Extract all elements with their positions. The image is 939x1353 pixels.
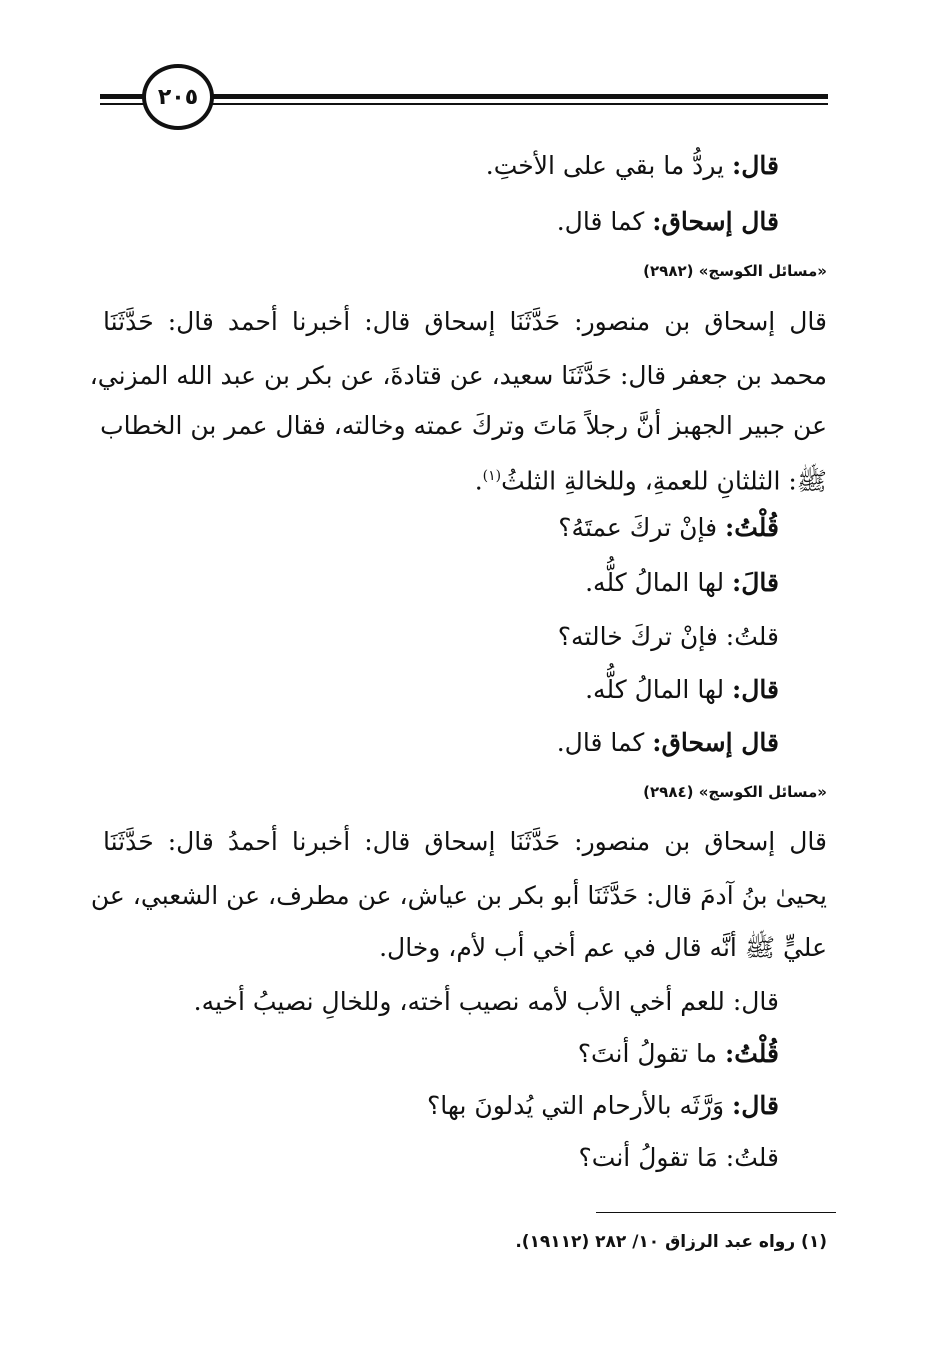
text-line bbox=[558, 617, 779, 657]
paragraph-line: يحيىٰ بنُ آدمَ قال: حَدَّثَنَا أبو بكر بن عياش، عن مطرف، عن الشعبي، عن bbox=[90, 881, 827, 910]
paragraph-line: قال إسحاق بن منصور: حَدَّثَنَا إسحاق قال: أخبرنا أحمدُ قال: حَدَّثَنَا bbox=[103, 827, 827, 856]
paragraph-line: عليٍّ ﷺ أنَّه قال في عم أخي أب لأم، وخال. bbox=[379, 933, 827, 962]
line-end: . bbox=[474, 466, 483, 496]
paragraph-line: عن جبير الجهبز أنَّ رجلاً مَاتَ وتركَ عمته وخالته، فقال عمر بن الخطاب bbox=[100, 411, 827, 440]
speaker-label: قال: bbox=[732, 675, 779, 704]
line-text: يردُّ ما بقي على الأختِ. bbox=[485, 151, 725, 180]
text-line bbox=[486, 146, 779, 186]
text-line bbox=[427, 1086, 779, 1126]
speaker-label: قال: bbox=[732, 1091, 779, 1120]
text-line bbox=[585, 670, 779, 710]
paragraph-line: محمد بن جعفر قال: حَدَّثَنَا سعيد، عن قتادةَ، عن بكر بن عبد الله المزني، bbox=[89, 361, 827, 390]
line-text: وَرَّثَه بالأرحام التي يُدلونَ بها؟ bbox=[427, 1091, 725, 1120]
speaker-label: قال إسحاق: bbox=[652, 728, 779, 757]
line-text: كما قال. bbox=[556, 728, 645, 757]
text-line bbox=[558, 508, 779, 548]
text-line bbox=[585, 563, 779, 603]
speaker-label: قُلْتُ: bbox=[724, 1039, 779, 1068]
footnote: (١) رواه عبد الرزاق ١٠/ ٢٨٢ (١٩١١٢). bbox=[515, 1232, 827, 1252]
text-line bbox=[578, 1034, 779, 1074]
line-text: ما تقولُ أنتَ؟ bbox=[577, 1039, 718, 1068]
line-text: فإنْ تركَ خالته؟ bbox=[557, 622, 718, 651]
text-line bbox=[579, 1138, 779, 1178]
text-line bbox=[557, 723, 779, 763]
source-citation: «مسائل الكوسج» (٢٩٨٤) bbox=[643, 783, 827, 801]
line-text: لها المالُ كلُّه. bbox=[585, 675, 725, 704]
speaker-label: قال: bbox=[732, 151, 779, 180]
source-citation: «مسائل الكوسج» (٢٩٨٢) bbox=[643, 262, 827, 280]
line-text: فإنْ تركَ عمتَهُ؟ bbox=[558, 513, 718, 542]
speaker-label: قال إسحاق: bbox=[652, 207, 779, 236]
speaker-label: قلتُ: bbox=[725, 622, 779, 651]
page-body bbox=[89, 0, 827, 1353]
speaker-label: قلتُ: bbox=[725, 1143, 779, 1172]
line-text: مَا تقولُ أنت؟ bbox=[578, 1143, 718, 1172]
footnote-marker: (١) bbox=[482, 468, 502, 484]
speaker-label: قالَ: bbox=[732, 568, 779, 597]
footnote-separator bbox=[596, 1212, 836, 1213]
line-text: لها المالُ كلُّه. bbox=[585, 568, 725, 597]
text-line bbox=[557, 202, 779, 242]
speaker-label: قُلْتُ: bbox=[724, 513, 779, 542]
paragraph-line bbox=[475, 456, 827, 496]
line-text: كما قال. bbox=[556, 207, 645, 236]
text-line: قال: للعم أخي الأب لأمه نصيب أخته، وللخالِ نصيبُ أخيه. bbox=[193, 987, 779, 1016]
line-text: ﷺ: الثلثانِ للعمةِ، وللخالةِ الثلثُ bbox=[501, 466, 827, 496]
paragraph-line: قال إسحاق بن منصور: حَدَّثَنَا إسحاق قال: أخبرنا أحمد قال: حَدَّثَنَا bbox=[103, 307, 827, 336]
page-number: ٢٠٥ bbox=[157, 84, 199, 110]
